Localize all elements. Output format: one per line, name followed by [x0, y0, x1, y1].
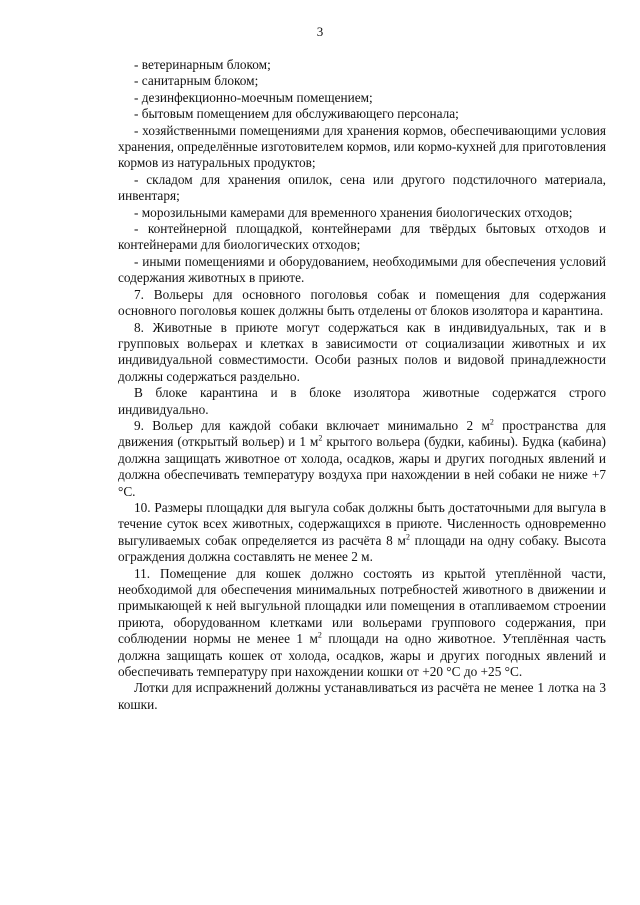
superscript: 2 — [317, 630, 322, 640]
paragraph-7: 7. Вольеры для основного поголовья собак и помещения для содержания основного поголовья кошек должны быть отделены от блоков изолятора и карантина. — [118, 286, 606, 319]
document-body — [118, 57, 606, 713]
paragraph-11-part-a: 11. Помещение для кошек должно состоять из крытой утеплённой части, необходимой для обеспечения минимальных потребностей животного в движении и примыкающей к ней выгульной площадки или помещения в отапливаемом строении приюта, оборудованном клетками или вольерами группового содержания, при соблюдении нормы не менее 1 м — [118, 565, 606, 647]
list-item: - иными помещениями и оборудованием, необходимыми для обеспечения условий содержания животных в приюте. — [118, 253, 606, 286]
page-number: 3 — [316, 24, 324, 39]
list-item: - контейнерной площадкой, контейнерами для твёрдых бытовых отходов и контейнерами для биологических отходов; — [118, 221, 606, 253]
list-item: - бытовым помещением для обслуживающего персонала; — [134, 106, 459, 122]
list-item: - санитарным блоком; — [134, 73, 259, 89]
list-item: - складом для хранения опилок, сена или другого подстилочного материала, инвентаря; — [118, 171, 606, 204]
paragraph-10-part-a: 10. Размеры площадки для выгула собак должны быть достаточными для выгула в течение суток всех животных, содержащихся в приюте. Численность одновременно выгуливаемых собак определяется из расчёта 8 м — [118, 499, 606, 548]
superscript: 2 — [405, 532, 410, 542]
paragraph-8: 8. Животные в приюте могут содержаться как в индивидуальных, так и в групповых вольерах и клетках в зависимости от социализации животных и их индивидуальной совместимости. Особи разных полов и видовой принадлежности должны содержаться раздельно. — [118, 319, 606, 384]
list-item: - морозильными камерами для временного хранения биологических отходов; — [134, 204, 573, 220]
paragraph-9 — [118, 418, 606, 500]
superscript: 2 — [489, 417, 494, 427]
list-item: - хозяйственными помещениями для хранения кормов, обеспечивающими условия хранения, определённые изготовителем кормов, или кормо-кухней для приготовления кормов из натуральных продуктов; — [118, 122, 606, 171]
superscript: 2 — [318, 433, 323, 443]
paragraph-11 — [118, 566, 606, 681]
paragraph-10 — [118, 500, 606, 566]
paragraph-9-part-a: 9. Вольер для каждой собаки включает минимально 2 м — [134, 417, 490, 433]
paragraph-8-quarantine: В блоке карантина и в блоке изолятора животные содержатся строго индивидуально. — [118, 385, 606, 417]
paragraph-11-part-b: площади на одно животное. Утеплённая часть должна защищать кошек от холода, осадков, жары и других погодных явлений и обеспечивать температуру при нахождении кошки от +20 °С до +25 °С. — [118, 631, 606, 680]
paragraph-9-part-b: пространства для движения (открытый вольер) и 1 м — [118, 417, 606, 450]
list-item: - дезинфекционно-моечным помещением; — [134, 89, 373, 105]
list-item: - ветеринарным блоком; — [134, 57, 271, 72]
paragraph-10-part-b: площади на одну собаку. Высота ограждения должна составлять не менее 2 м. — [118, 532, 606, 565]
paragraph-9-part-c: крытого вольера (будки, кабины). Будка (кабина) должна защищать животное от холода, осадков, жары и других погодных явлений и должна обеспечивать температуру воздуха при нахождении в ней собаки не ниже +7 °С. — [118, 434, 606, 499]
paragraph-litter-trays: Лотки для испражнений должны устанавливаться из расчёта не менее 1 лотка на 3 кошки. — [118, 680, 606, 712]
